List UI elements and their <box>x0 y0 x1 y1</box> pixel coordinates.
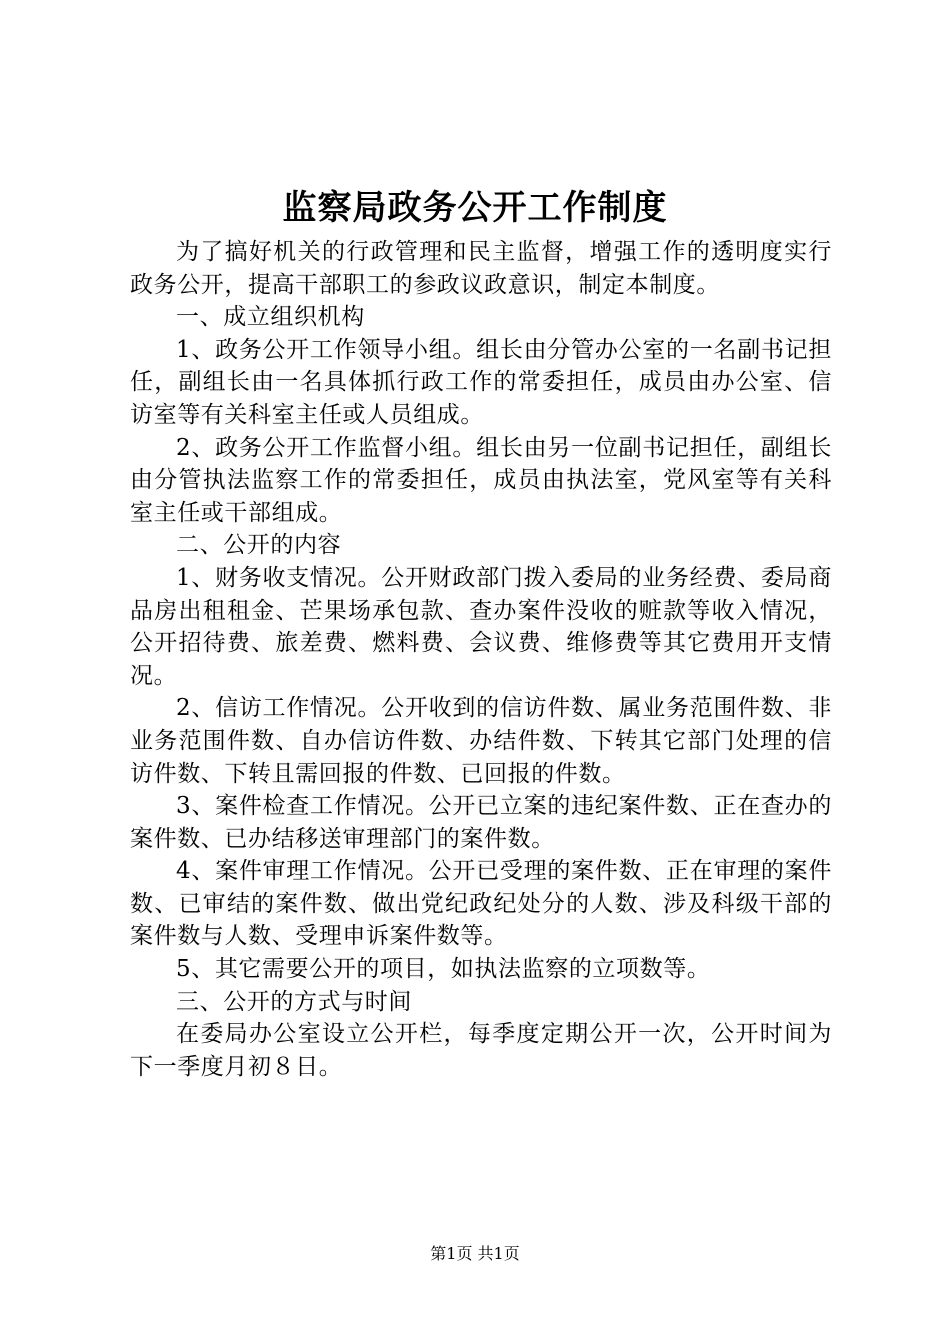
section-heading-content: 二、公开的内容 <box>176 532 342 559</box>
paragraph-other-items: 5、其它需要公开的项目，如执法监察的立项数等。 <box>176 956 711 983</box>
document-body <box>130 236 832 1083</box>
paragraph-leading-group: 1、政务公开工作领导小组。组长由分管办公室的一名副书记担任，副组长由一名具体抓行政工作的常委担任，成员由办公室、信访室等有关科室主任或人员组成。 <box>130 336 832 428</box>
document-title: 监察局政务公开工作制度 <box>282 188 668 228</box>
section-heading-method: 三、公开的方式与时间 <box>176 988 412 1015</box>
paragraph-method-time: 在委局办公室设立公开栏，每季度定期公开一次，公开时间为下一季度月初８日。 <box>130 1021 832 1080</box>
paragraph-intro: 为了搞好机关的行政管理和民主监督，增强工作的透明度实行政务公开，提高干部职工的参政议政意识，制定本制度。 <box>130 239 832 298</box>
paragraph-supervision-group: 2、政务公开工作监督小组。组长由另一位副书记担任，副组长由分管执法监察工作的常委担任，成员由执法室，党风室等有关科室主任或干部组成。 <box>130 434 832 526</box>
page-footer: 第1页 共1页 <box>430 1244 520 1263</box>
paragraph-case-inspection: 3、案件检查工作情况。公开已立案的违纪案件数、正在查办的案件数、已办结移送审理部门的案件数。 <box>130 793 832 852</box>
paragraph-petition: 2、信访工作情况。公开收到的信访件数、属业务范围件数、非业务范围件数、自办信访件数、办结件数、下转其它部门处理的信访件数、下转且需回报的件数、已回报的件数。 <box>130 695 832 787</box>
section-heading-organization: 一、成立组织机构 <box>176 304 365 331</box>
paragraph-finance: 1、财务收支情况。公开财政部门拨入委局的业务经费、委局商品房出租租金、芒果场承包款、查办案件没收的赃款等收入情况，公开招待费、旅差费、燃料费、会议费、维修费等其它费用开支情况。 <box>130 564 832 689</box>
paragraph-case-review: 4、案件审理工作情况。公开已受理的案件数、正在审理的案件数、已审结的案件数、做出党纪政纪处分的人数、涉及科级干部的案件数与人数、受理申诉案件数等。 <box>130 858 832 950</box>
